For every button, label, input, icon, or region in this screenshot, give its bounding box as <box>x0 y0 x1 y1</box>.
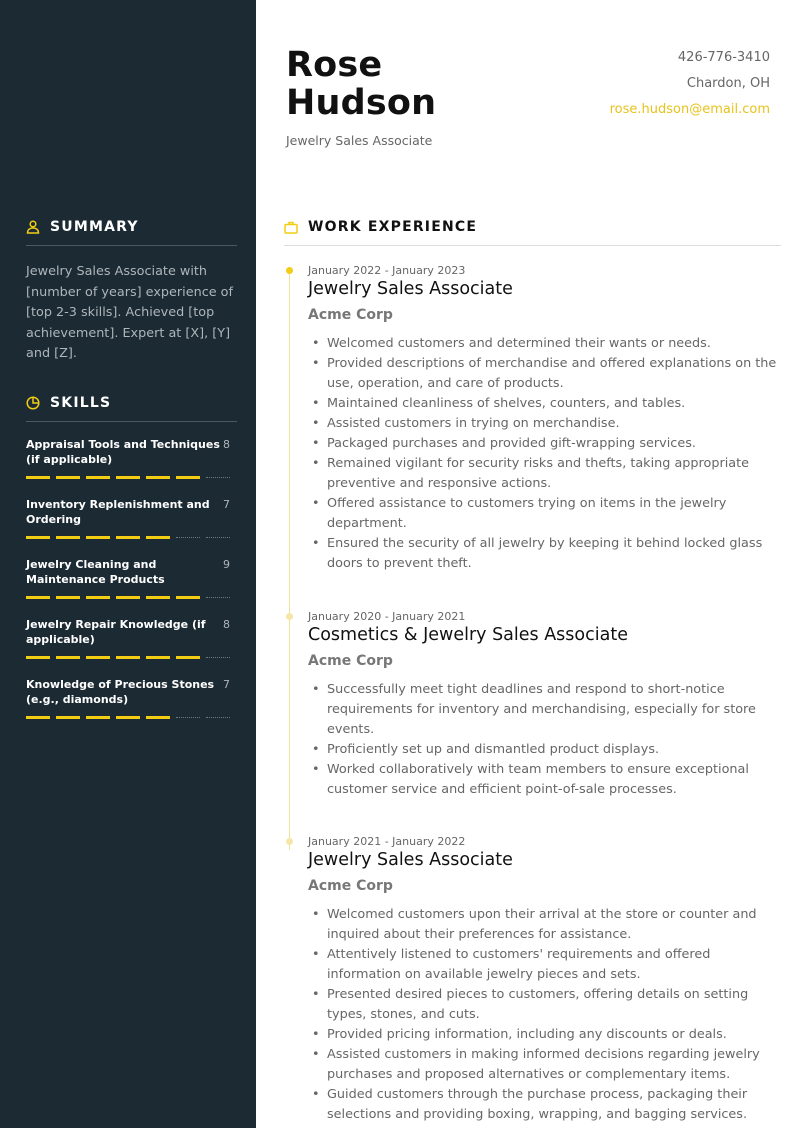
skill-item <box>26 617 230 677</box>
skill-rating-bar <box>26 536 230 539</box>
rating-segment-filled <box>146 716 170 719</box>
skill-name: Inventory Replenishment and Ordering <box>26 498 210 526</box>
skill-name: Jewelry Repair Knowledge (if applicable) <box>26 618 206 646</box>
rating-segment-filled <box>56 536 80 539</box>
skill-item <box>26 497 230 557</box>
rating-segment-empty <box>176 717 200 718</box>
skill-rating-bar <box>26 476 230 479</box>
skills-list <box>26 437 230 737</box>
timeline-dot <box>286 613 293 620</box>
main-content <box>256 0 800 1128</box>
rating-segment-empty <box>206 597 230 598</box>
job-title: Jewelry Sales Associate <box>286 133 433 148</box>
sidebar <box>0 0 256 1128</box>
skill-level: 7 <box>223 498 230 511</box>
job-bullet: • Assisted customers in trying on merchandise. <box>308 414 778 434</box>
rating-segment-filled <box>26 536 50 539</box>
rating-segment-filled <box>56 596 80 599</box>
job-position: Cosmetics & Jewelry Sales Associate <box>308 625 628 645</box>
rating-segment-filled <box>146 536 170 539</box>
job-bullet: • Remained vigilant for security risks and thefts, taking appropriate preventive and responsive actions. <box>308 454 778 494</box>
job-bullet: • Guided customers through the purchase process, packaging their selections and providing boxing, wrapping, and bagging services. <box>308 1085 778 1125</box>
rating-segment-filled <box>116 476 140 479</box>
rating-segment-filled <box>56 476 80 479</box>
rating-segment-filled <box>86 716 110 719</box>
timeline-dot <box>286 838 293 845</box>
rating-segment-filled <box>26 596 50 599</box>
job-bullet: • Worked collaboratively with team members to ensure exceptional customer service and efficient point-of-sale processes. <box>308 760 778 800</box>
skill-level: 8 <box>223 438 230 451</box>
rating-segment-empty <box>206 657 230 658</box>
summary-heading-label: SUMMARY <box>50 219 139 235</box>
job-bullet: • Provided descriptions of merchandise and offered explanations on the use, operation, and care of products. <box>308 354 778 394</box>
job-bullet: • Maintained cleanliness of shelves, counters, and tables. <box>308 394 778 414</box>
job-bullet: • Ensured the security of all jewelry by keeping it behind locked glass doors to prevent theft. <box>308 534 778 574</box>
rating-segment-empty <box>206 477 230 478</box>
rating-segment-filled <box>56 716 80 719</box>
job-bullets <box>308 334 778 574</box>
rating-segment-filled <box>26 476 50 479</box>
skill-level: 9 <box>223 558 230 571</box>
job-position: Jewelry Sales Associate <box>308 279 513 299</box>
job-position: Jewelry Sales Associate <box>308 850 513 870</box>
rating-segment-filled <box>176 476 200 479</box>
briefcase-icon <box>284 221 298 234</box>
job-bullet: • Offered assistance to customers trying on items in the jewelry department. <box>308 494 778 534</box>
skill-item <box>26 677 230 737</box>
rating-segment-filled <box>146 656 170 659</box>
skill-rating-bar <box>26 596 230 599</box>
job-company: Acme Corp <box>308 307 393 323</box>
rating-segment-filled <box>26 716 50 719</box>
location: Chardon, OH <box>686 76 770 91</box>
timeline-line <box>289 270 290 850</box>
first-name: Rose <box>286 45 383 85</box>
job-bullets <box>308 905 778 1125</box>
rating-segment-empty <box>206 537 230 538</box>
job-bullet: • Welcomed customers and determined their wants or needs. <box>308 334 778 354</box>
job-bullet: • Attentively listened to customers' requirements and offered information on available jewelry pieces and sets. <box>308 945 778 985</box>
job-bullet: • Packaged purchases and provided gift-wrapping services. <box>308 434 778 454</box>
job-bullet: • Provided pricing information, including any discounts or deals. <box>308 1025 778 1045</box>
job-dates: January 2021 - January 2022 <box>308 835 466 848</box>
rating-segment-filled <box>116 536 140 539</box>
skill-rating-bar <box>26 716 230 719</box>
rating-segment-filled <box>86 596 110 599</box>
summary-text: Jewelry Sales Associate with [number of years] experience of [top 2-3 skills]. Achieved [top achievement]. Expert at [X], [Y] and [Z]. <box>26 264 234 361</box>
candidate-name <box>286 46 436 122</box>
skill-name: Appraisal Tools and Techniques (if applicable) <box>26 438 220 466</box>
skill-item <box>26 437 230 497</box>
rating-segment-filled <box>176 656 200 659</box>
skill-level: 7 <box>223 678 230 691</box>
skill-rating-bar <box>26 656 230 659</box>
job-dates: January 2020 - January 2021 <box>308 610 466 623</box>
skills-heading <box>26 395 237 422</box>
job-dates: January 2022 - January 2023 <box>308 264 466 277</box>
rating-segment-filled <box>26 656 50 659</box>
last-name: Hudson <box>286 83 437 123</box>
rating-segment-filled <box>146 596 170 599</box>
rating-segment-empty <box>206 717 230 718</box>
job-company: Acme Corp <box>308 653 393 669</box>
skills-heading-label: SKILLS <box>50 395 112 411</box>
rating-segment-filled <box>116 716 140 719</box>
rating-segment-filled <box>116 656 140 659</box>
rating-segment-filled <box>146 476 170 479</box>
rating-segment-filled <box>86 656 110 659</box>
timeline-dot <box>286 267 293 274</box>
experience-heading-label: WORK EXPERIENCE <box>308 219 478 235</box>
experience-heading <box>284 219 781 246</box>
rating-segment-filled <box>86 536 110 539</box>
job-bullet: • Welcomed customers upon their arrival at the store or counter and inquired about their preferences for assistance. <box>308 905 778 945</box>
job-company: Acme Corp <box>308 878 393 894</box>
job-bullet: • Successfully meet tight deadlines and respond to short-notice requirements for inventory and merchandising, especially for store events. <box>308 680 778 740</box>
skill-name: Knowledge of Precious Stones (e.g., diamonds) <box>26 678 215 706</box>
rating-segment-empty <box>176 537 200 538</box>
user-icon <box>26 220 40 234</box>
job-bullets <box>308 680 778 800</box>
job-bullet: • Assisted customers in making informed decisions regarding jewelry purchases and proposed alternatives or complementary items. <box>308 1045 778 1085</box>
rating-segment-filled <box>86 476 110 479</box>
rating-segment-filled <box>56 656 80 659</box>
job-bullet: • Presented desired pieces to customers, offering details on setting types, stones, and cuts. <box>308 985 778 1025</box>
skill-level: 8 <box>223 618 230 631</box>
phone: 426-776-3410 <box>677 50 770 65</box>
rating-segment-filled <box>116 596 140 599</box>
skill-name: Jewelry Cleaning and Maintenance Products <box>26 558 165 586</box>
skill-item <box>26 557 230 617</box>
contact-info <box>610 50 770 128</box>
job-bullet: • Proficiently set up and dismantled product displays. <box>308 740 778 760</box>
summary-heading <box>26 219 237 246</box>
email-link[interactable]: rose.hudson@email.com <box>609 102 770 117</box>
pie-chart-icon <box>26 396 40 410</box>
rating-segment-filled <box>176 596 200 599</box>
